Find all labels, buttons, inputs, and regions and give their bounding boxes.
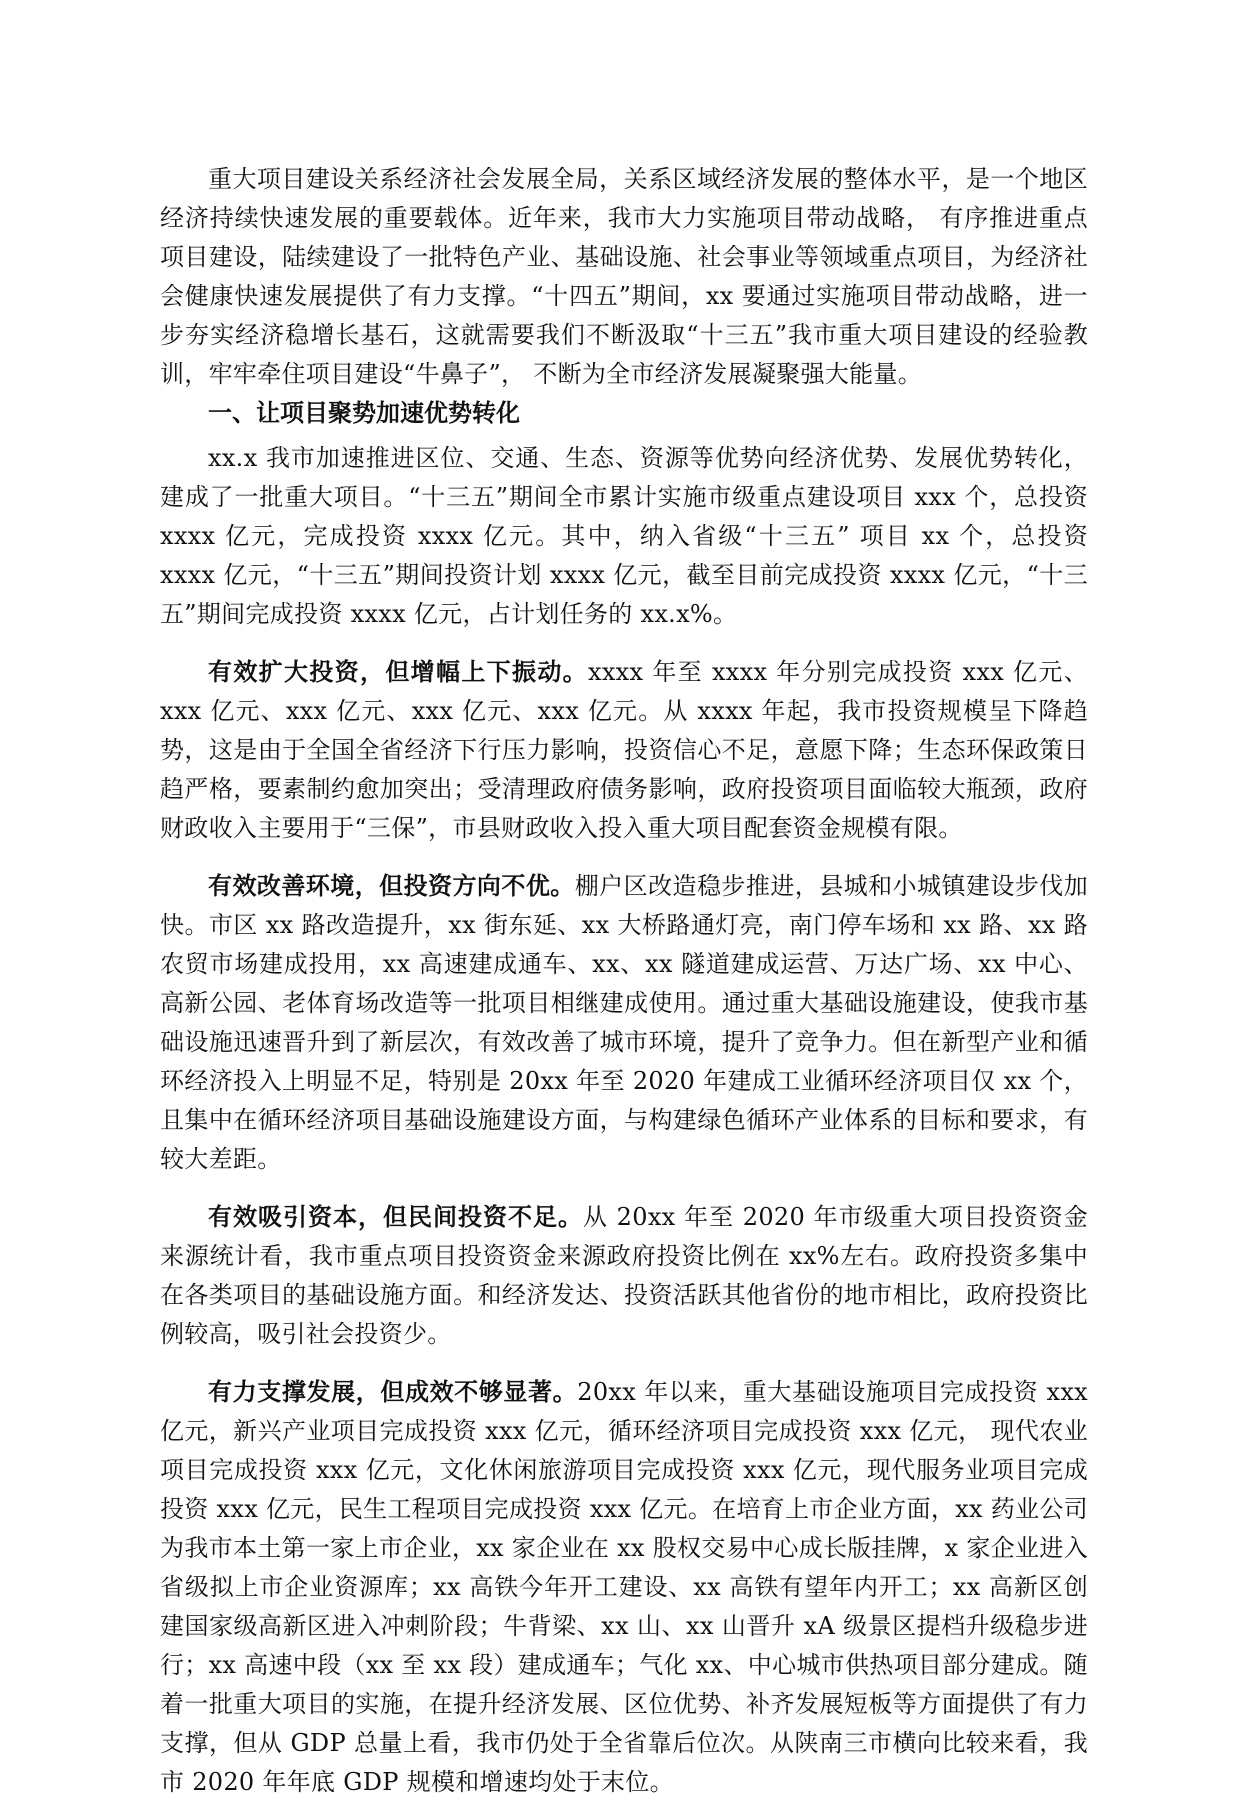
support-lead: 有力支撑发展，但成效不够显著。	[208, 1377, 578, 1406]
capital-lead: 有效吸引资本，但民间投资不足。	[208, 1202, 584, 1231]
document-page	[160, 160, 1088, 1802]
invest-body: xxxx 年至 xxxx 年分别完成投资 xxx 亿元、xxx 亿元、xxx 亿元、xxx 亿元、xxx 亿元。从 xxxx 年起，我市投资规模呈下降趋势，这是由于全国全省经济下行压力影响，投资信心不足，意愿下降；生态环保政策日趋严格，要素制约愈加突出；受清理政府债务影响，政府投资项目面临较大瓶颈，政府财政收入主要用于“三保”，市县财政收入投入重大项目配套资金规模有限。	[160, 658, 1088, 842]
environment-paragraph	[160, 866, 1088, 1179]
capital-paragraph	[160, 1197, 1088, 1354]
section1-paragraph: xx.x 我市加速推进区位、交通、生态、资源等优势向经济优势、发展优势转化，建成了一批重大项目。“十三五”期间全市累计实施市级重点建设项目 xxx 个，总投资 xxxx 亿元，完成投资 xxxx 亿元。其中，纳入省级“十三五” 项目 xx 个，总投资 xxxx 亿元，“十三五”期间投资计划 xxxx 亿元，截至目前完成投资 xxxx 亿元，“十三五”期间完成投资 xxxx 亿元，占计划任务的 xx.x%。	[160, 444, 1088, 628]
support-body: 20xx 年以来，重大基础设施项目完成投资 xxx 亿元，新兴产业项目完成投资 xxx 亿元，循环经济项目完成投资 xxx 亿元， 现代农业项目完成投资 xxx 亿元，文化休闲旅游项目完成投资 xxx 亿元，现代服务业项目完成投资 xxx 亿元，民生工程项目完成投资 xxx 亿元。在培育上市企业方面，xx 药业公司为我市本土第一家上市企业，xx 家企业在 xx 股权交易中心成长版挂牌，x 家企业进入省级拟上市企业资源库；xx 高铁今年开工建设、xx 高铁有望年内开工；xx 高新区创建国家级高新区进入冲刺阶段；牛背梁、xx 山、xx 山晋升 xA 级景区提档升级稳步进行；xx 高速中段（xx 至 xx 段）建成通车；气化 xx、中心城市供热项目部分建成。随着一批重大项目的实施，在提升经济发展、区位优势、补齐发展短板等方面提供了有力支撑，但从 GDP 总量上看，我市仍处于全省靠后位次。从陕南三市横向比较来看，我市 2020 年年底 GDP 规模和增速均处于末位。	[160, 1378, 1088, 1796]
intro-paragraph: 重大项目建设关系经济社会发展全局，关系区域经济发展的整体水平，是一个地区经济持续快速发展的重要载体。近年来，我市大力实施项目带动战略， 有序推进重点项目建设，陆续建设了一批特色产业、基础设施、社会事业等领域重点项目，为经济社会健康快速发展提供了有力支撑。“十四五”期间，xx 要通过实施项目带动战略，进一步夯实经济稳增长基石，这就需要我们不断汲取“十三五”我市重大项目建设的经验教训，牢牢牵住项目建设“牛鼻子”， 不断为全市经济发展凝聚强大能量。	[160, 165, 1088, 388]
environment-lead: 有效改善环境，但投资方向不优。	[208, 871, 575, 900]
invest-lead: 有效扩大投资，但增幅上下振动。	[208, 657, 589, 686]
capital-body: 从 20xx 年至 2020 年市级重大项目投资资金来源统计看，我市重点项目投资资金来源政府投资比例在 xx%左右。政府投资多集中在各类项目的基础设施方面。和经济发达、投资活跃其他省份的地市相比，政府投资比例较高，吸引社会投资少。	[160, 1203, 1088, 1348]
invest-paragraph	[160, 652, 1088, 848]
environment-body: 棚户区改造稳步推进，县城和小城镇建设步伐加快。市区 xx 路改造提升，xx 街东延、xx 大桥路通灯亮，南门停车场和 xx 路、xx 路农贸市场建成投用，xx 高速建成通车、xx、xx 隧道建成运营、万达广场、xx 中心、高新公园、老体育场改造等一批项目相继建成使用。通过重大基础设施建设，使我市基础设施迅速晋升到了新层次，有效改善了城市环境，提升了竞争力。但在新型产业和循环经济投入上明显不足，特别是 20xx 年至 2020 年建成工业循环经济项目仅 xx 个，且集中在循环经济项目基础设施建设方面，与构建绿色循环产业体系的目标和要求，有较大差距。	[160, 872, 1088, 1173]
section-heading: 一、让项目聚势加速优势转化	[208, 399, 520, 427]
support-paragraph	[160, 1372, 1088, 1802]
